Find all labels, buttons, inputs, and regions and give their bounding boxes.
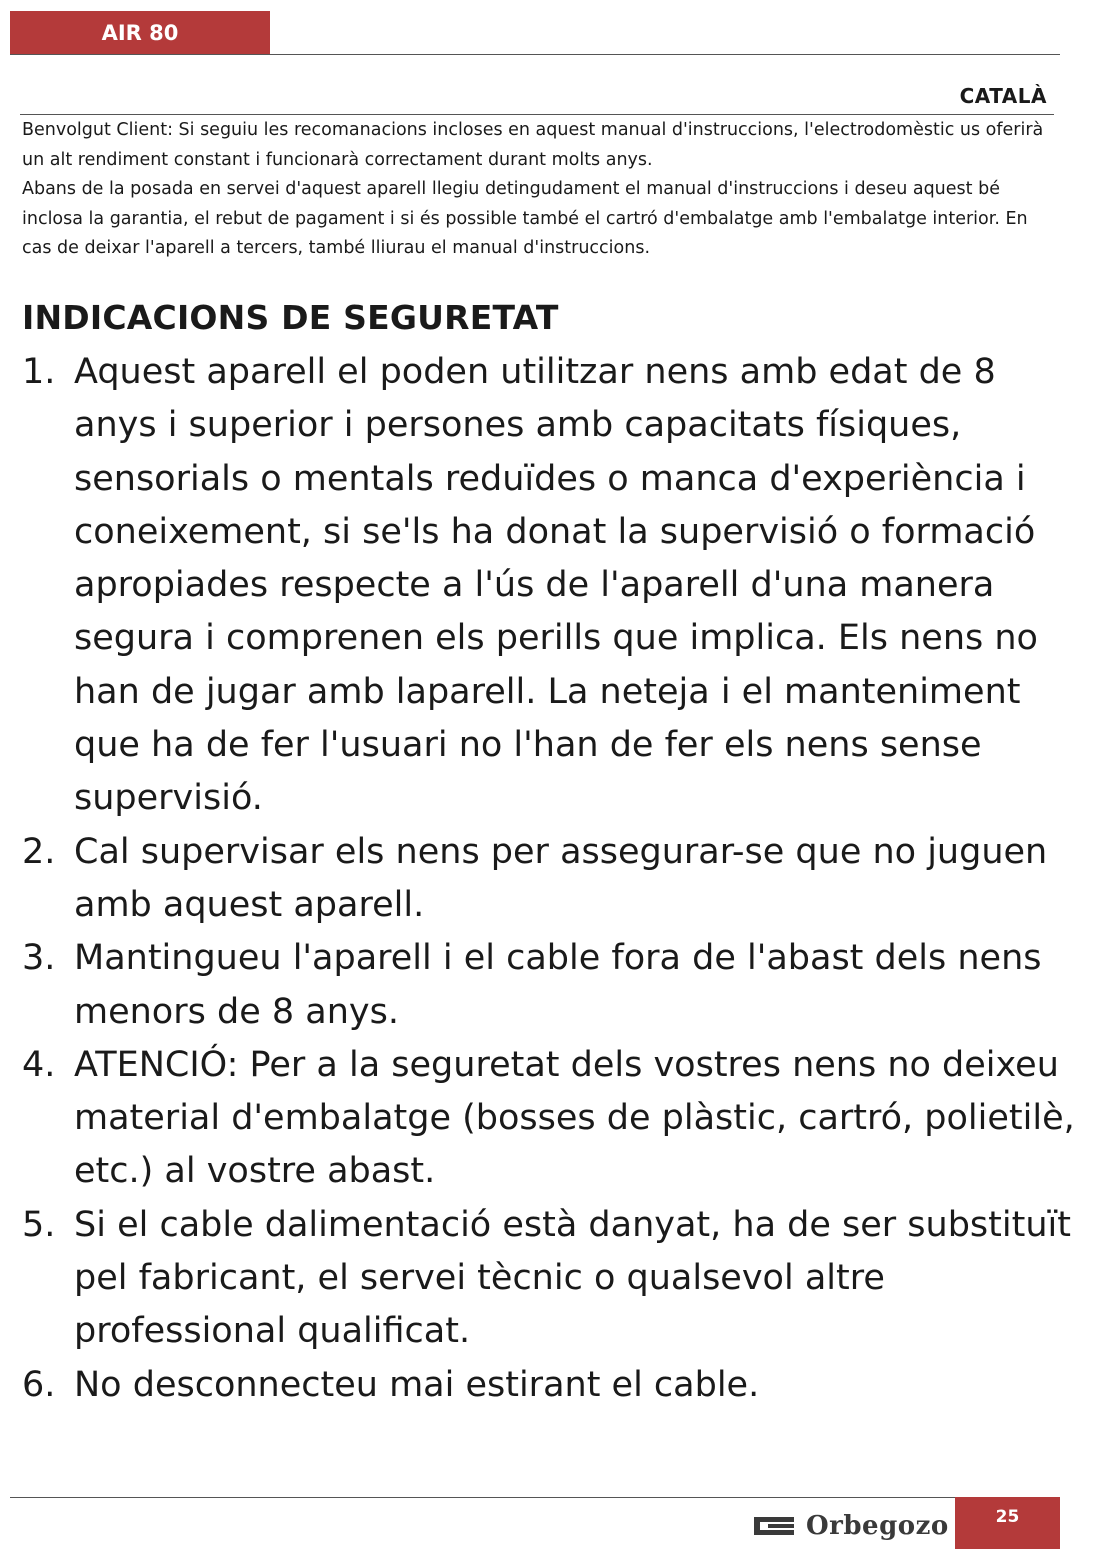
instruction-item [22, 1199, 1085, 1359]
language-divider [20, 114, 1054, 115]
intro-text [22, 116, 1062, 264]
instruction-item [22, 932, 1085, 1039]
instruction-number: 5. [22, 1204, 56, 1245]
safety-instructions-list [22, 346, 1085, 1412]
orbegozo-logo-icon [752, 1513, 796, 1539]
instruction-number: 6. [22, 1364, 56, 1405]
intro-paragraph: Abans de la posada en servei d'aquest aparell llegiu detingudament el manual d'instruccions i deseu aquest bé inclosa la garantia, el rebut de pagament i si és possible també el cartró d'embalatge amb l'embalatge interior. En cas de deixar l'aparell a tercers, també lliurau el manual d'instruccions. [22, 179, 1028, 258]
instruction-item [22, 1359, 1085, 1412]
instruction-number: 2. [22, 831, 56, 872]
brand-logo [752, 1506, 949, 1546]
instruction-number: 4. [22, 1044, 56, 1085]
instruction-number: 3. [22, 938, 56, 979]
language-label: CATALÀ [959, 84, 1047, 108]
instruction-item [22, 1039, 1085, 1199]
model-tab [10, 11, 270, 55]
page-number: 25 [955, 1497, 1060, 1549]
header-divider [10, 54, 1060, 55]
intro-paragraph: Benvolgut Client: Si seguiu les recomanacions incloses en aquest manual d'instruccions, l'electrodomèstic us oferirà un alt rendiment constant i funcionarà correctament durant molts anys. [22, 120, 1044, 170]
instruction-item [22, 346, 1085, 826]
instruction-text: No desconnecteu mai estirant el cable. [74, 1364, 760, 1405]
instruction-text: Mantingueu l'aparell i el cable fora de l'abast dels nens menors de 8 anys. [74, 938, 1042, 1032]
instruction-text: Aquest aparell el poden utilitzar nens amb edat de 8 anys i superior i persones amb capacitats físiques, sensorials o mentals reduïdes o manca d'experiència i coneixement, si se'ls ha donat la supervisió o formació apropiades respecte a l'ús de l'aparell d'una manera segura i comprenen els perills que implica. Els nens no han de jugar amb laparell. La neteja i el manteniment que ha de fer l'usuari no l'han de fer els nens sense supervisió. [74, 352, 1038, 819]
instruction-text: Si el cable dalimentació està danyat, ha de ser substituït pel fabricant, el servei tècnic o qualsevol altre professional qualificat. [74, 1204, 1071, 1352]
model-name: AIR 80 [101, 21, 179, 45]
instruction-number: 1. [22, 352, 56, 392]
brand-name: Orbegozo [806, 1511, 949, 1541]
instruction-text: Cal supervisar els nens per assegurar-se que no juguen amb aquest aparell. [74, 831, 1048, 925]
section-title: INDICACIONS DE SEGURETAT [22, 298, 559, 337]
instruction-text: ATENCIÓ: Per a la seguretat dels vostres nens no deixeu material d'embalatge (bosses de plàstic, cartró, polietilè, etc.) al vostre abast. [74, 1044, 1075, 1192]
footer-divider [10, 1497, 1060, 1498]
instruction-item [22, 826, 1085, 933]
